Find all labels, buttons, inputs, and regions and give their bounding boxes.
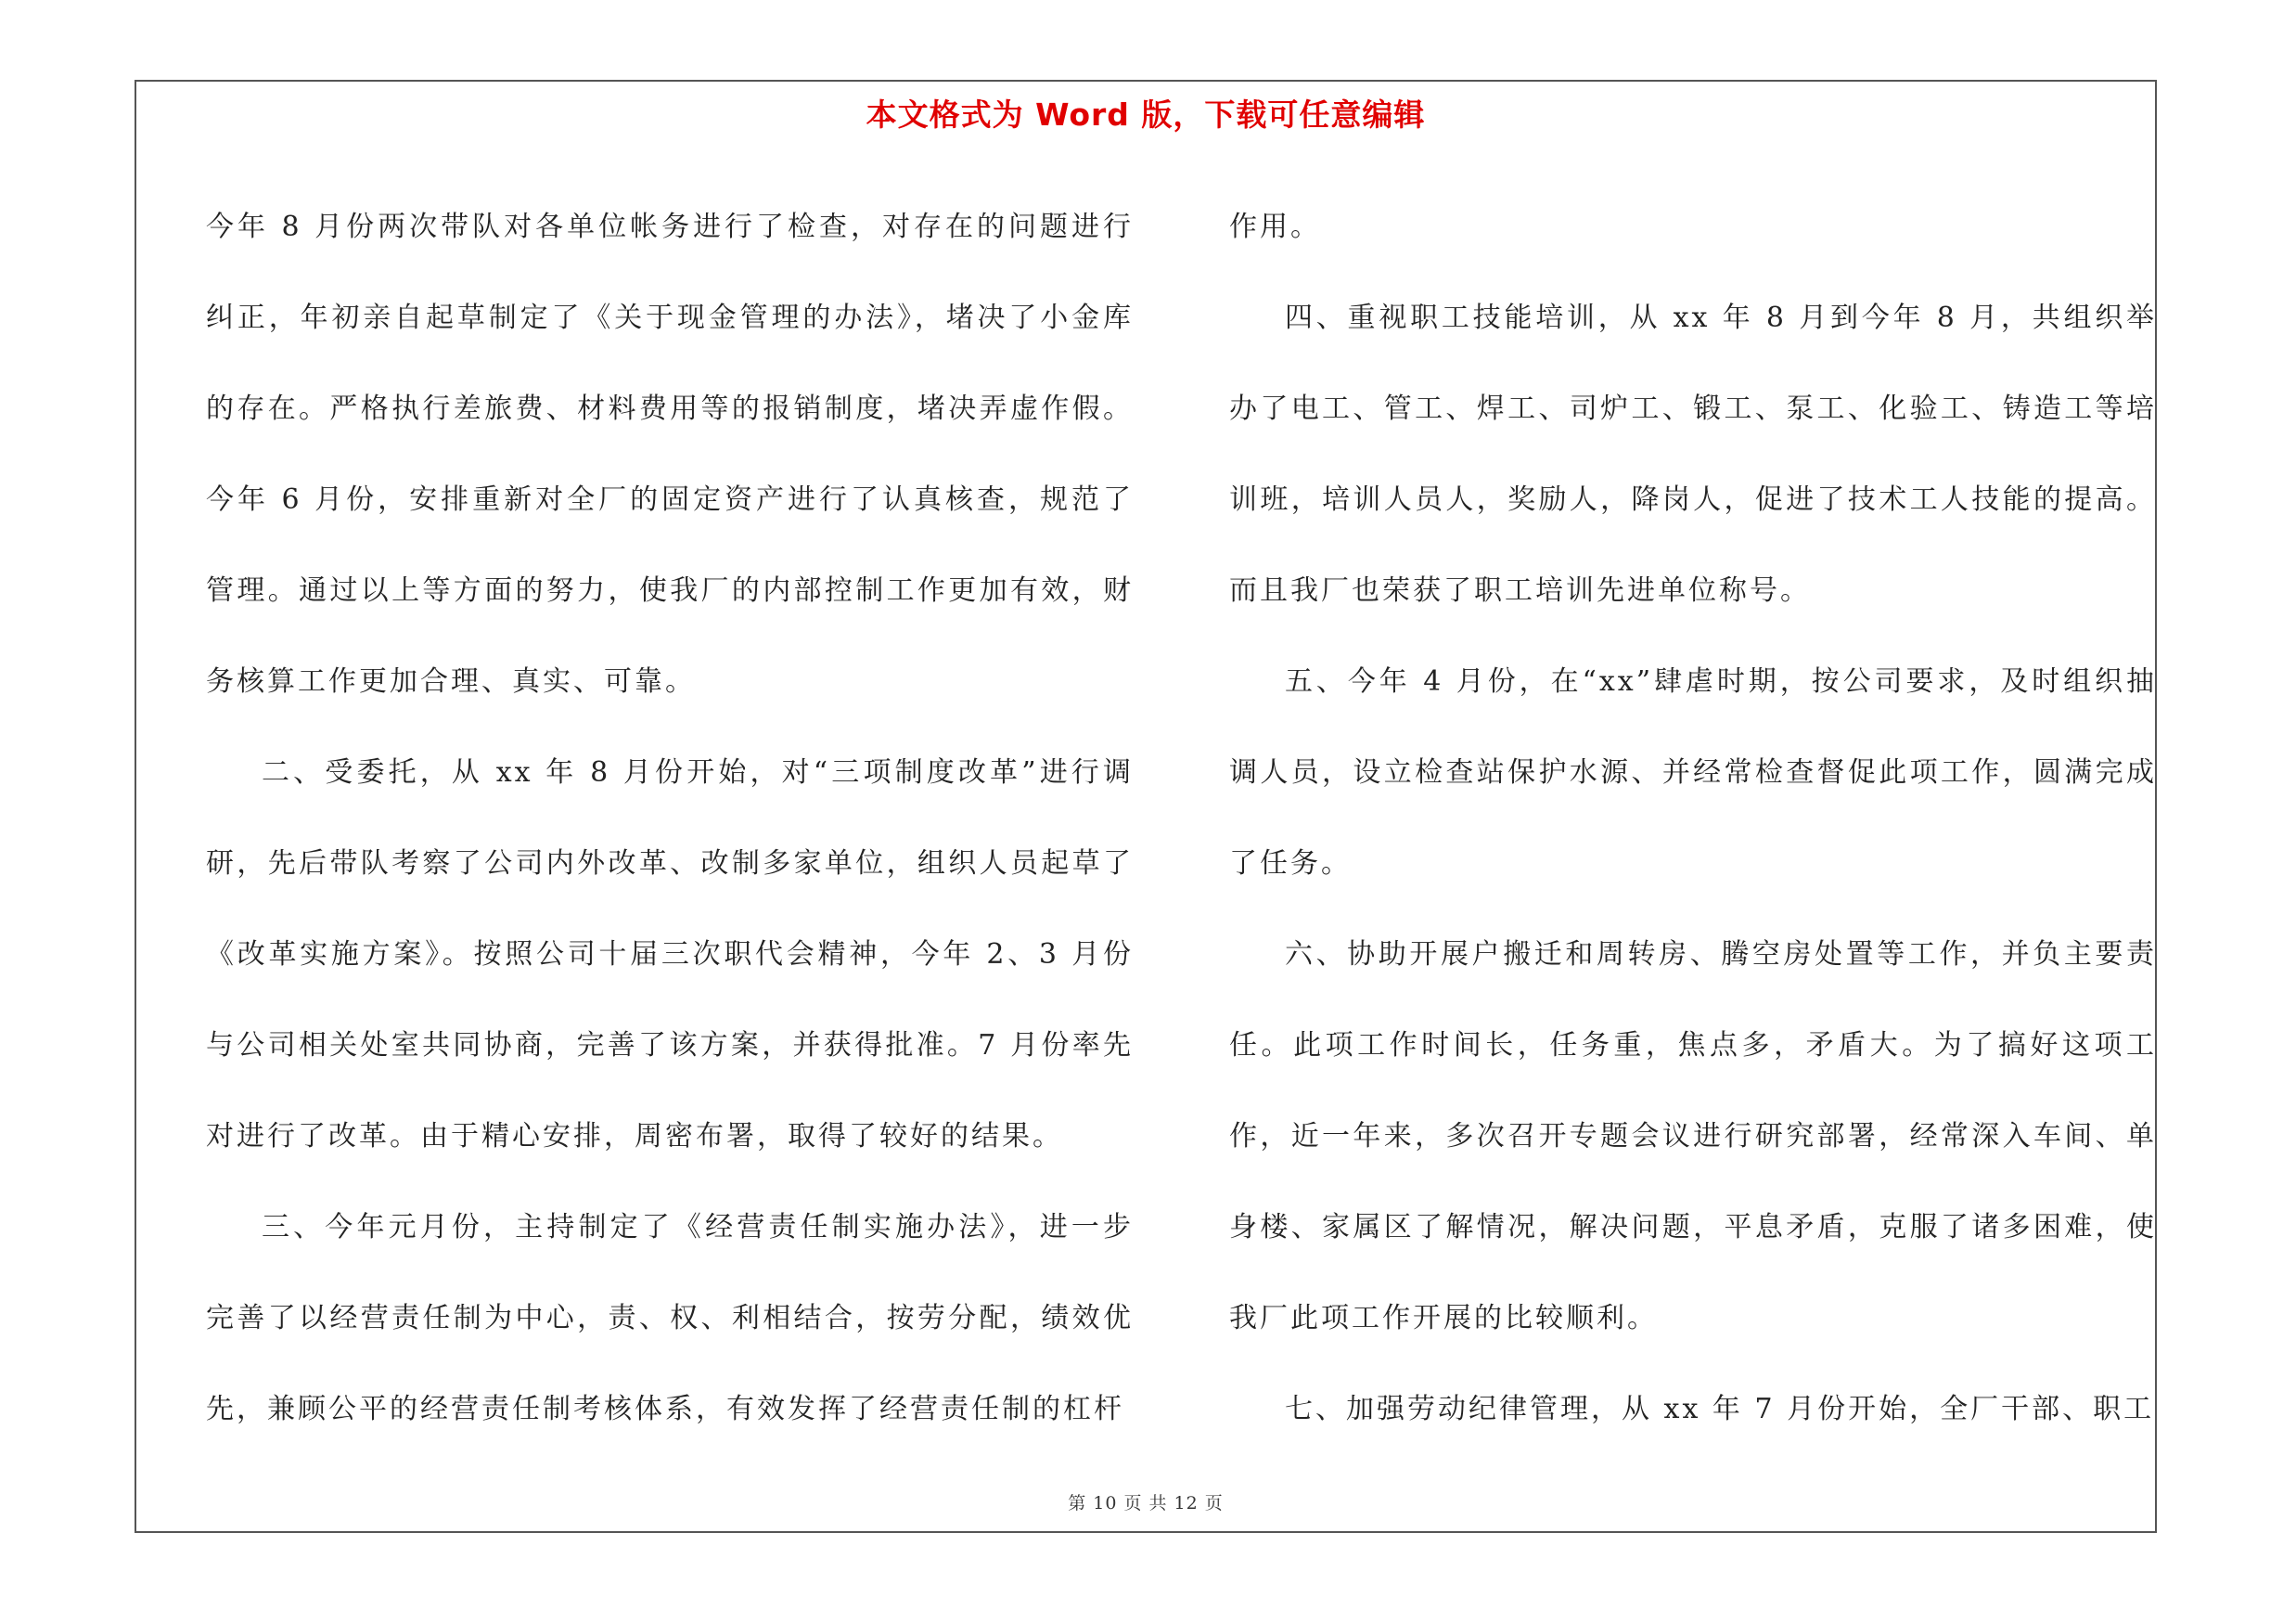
paragraph-item-seven: 七、加强劳动纪律管理，从 xx 年 7 月份开始，全厂干部、职工 xyxy=(1285,1393,2155,1425)
paragraph-continuation: 作用。 xyxy=(1229,211,1321,243)
right-text-column xyxy=(1229,182,2157,1455)
paragraph-item-four: 四、重视职工技能培训，从 xx 年 8 月到今年 8 月，共组织举办了电工、管工、焊工、司炉工、锻工、泵工、化验工、铸造工等培训班，培训人员人，奖励人，降岗人，促进了技术工人技能的提高。而且我厂也荣获了职工培训先进单位称号。 xyxy=(1229,302,2157,607)
word-format-banner: 本文格式为 Word 版，下载可任意编辑 xyxy=(866,97,1426,133)
left-text-column xyxy=(206,182,1134,1455)
paragraph-item-five: 五、今年 4 月份，在“xx”肆虐时期，按公司要求，及时组织抽调人员，设立检查站保护水源、并经常检查督促此项工作，圆满完成了任务。 xyxy=(1229,665,2157,880)
page-number-footer: 第 10 页 共 12 页 xyxy=(1068,1493,1224,1514)
paragraph-item-six: 六、协助开展户搬迁和周转房、腾空房处置等工作，并负主要责任。此项工作时间长，任务重，焦点多，矛盾大。为了搞好这项工作，近一年来，多次召开专题会议进行研究部署，经常深入车间、单身楼、家属区了解情况，解决问题，平息矛盾，克服了诸多困难，使我厂此项工作开展的比较顺利。 xyxy=(1229,938,2157,1334)
paragraph-item-two: 二、受委托，从 xx 年 8 月份开始，对“三项制度改革”进行调研，先后带队考察了公司内外改革、改制多家单位，组织人员起草了《改革实施方案》。按照公司十届三次职代会精神，今年 2、3 月份与公司相关处室共同协商，完善了该方案，并获得批准。7 月份率先对进行了改革。由于精心安排，周密布署，取得了较好的结果。 xyxy=(206,756,1134,1153)
document-page xyxy=(135,80,2157,1533)
paragraph-continuation: 今年 8 月份两次带队对各单位帐务进行了检查，对存在的问题进行纠正，年初亲自起草制定了《关于现金管理的办法》，堵决了小金库的存在。严格执行差旅费、材料费用等的报销制度，堵决弄虚作假。今年 6 月份，安排重新对全厂的固定资产进行了认真核查，规范了管理。通过以上等方面的努力，使我厂的内部控制工作更加有效，财务核算工作更加合理、真实、可靠。 xyxy=(206,211,1134,698)
paragraph-item-three: 三、今年元月份，主持制定了《经营责任制实施办法》，进一步完善了以经营责任制为中心，责、权、利相结合，按劳分配，绩效优先，兼顾公平的经营责任制考核体系，有效发挥了经营责任制的杠杆 xyxy=(206,1211,1134,1425)
